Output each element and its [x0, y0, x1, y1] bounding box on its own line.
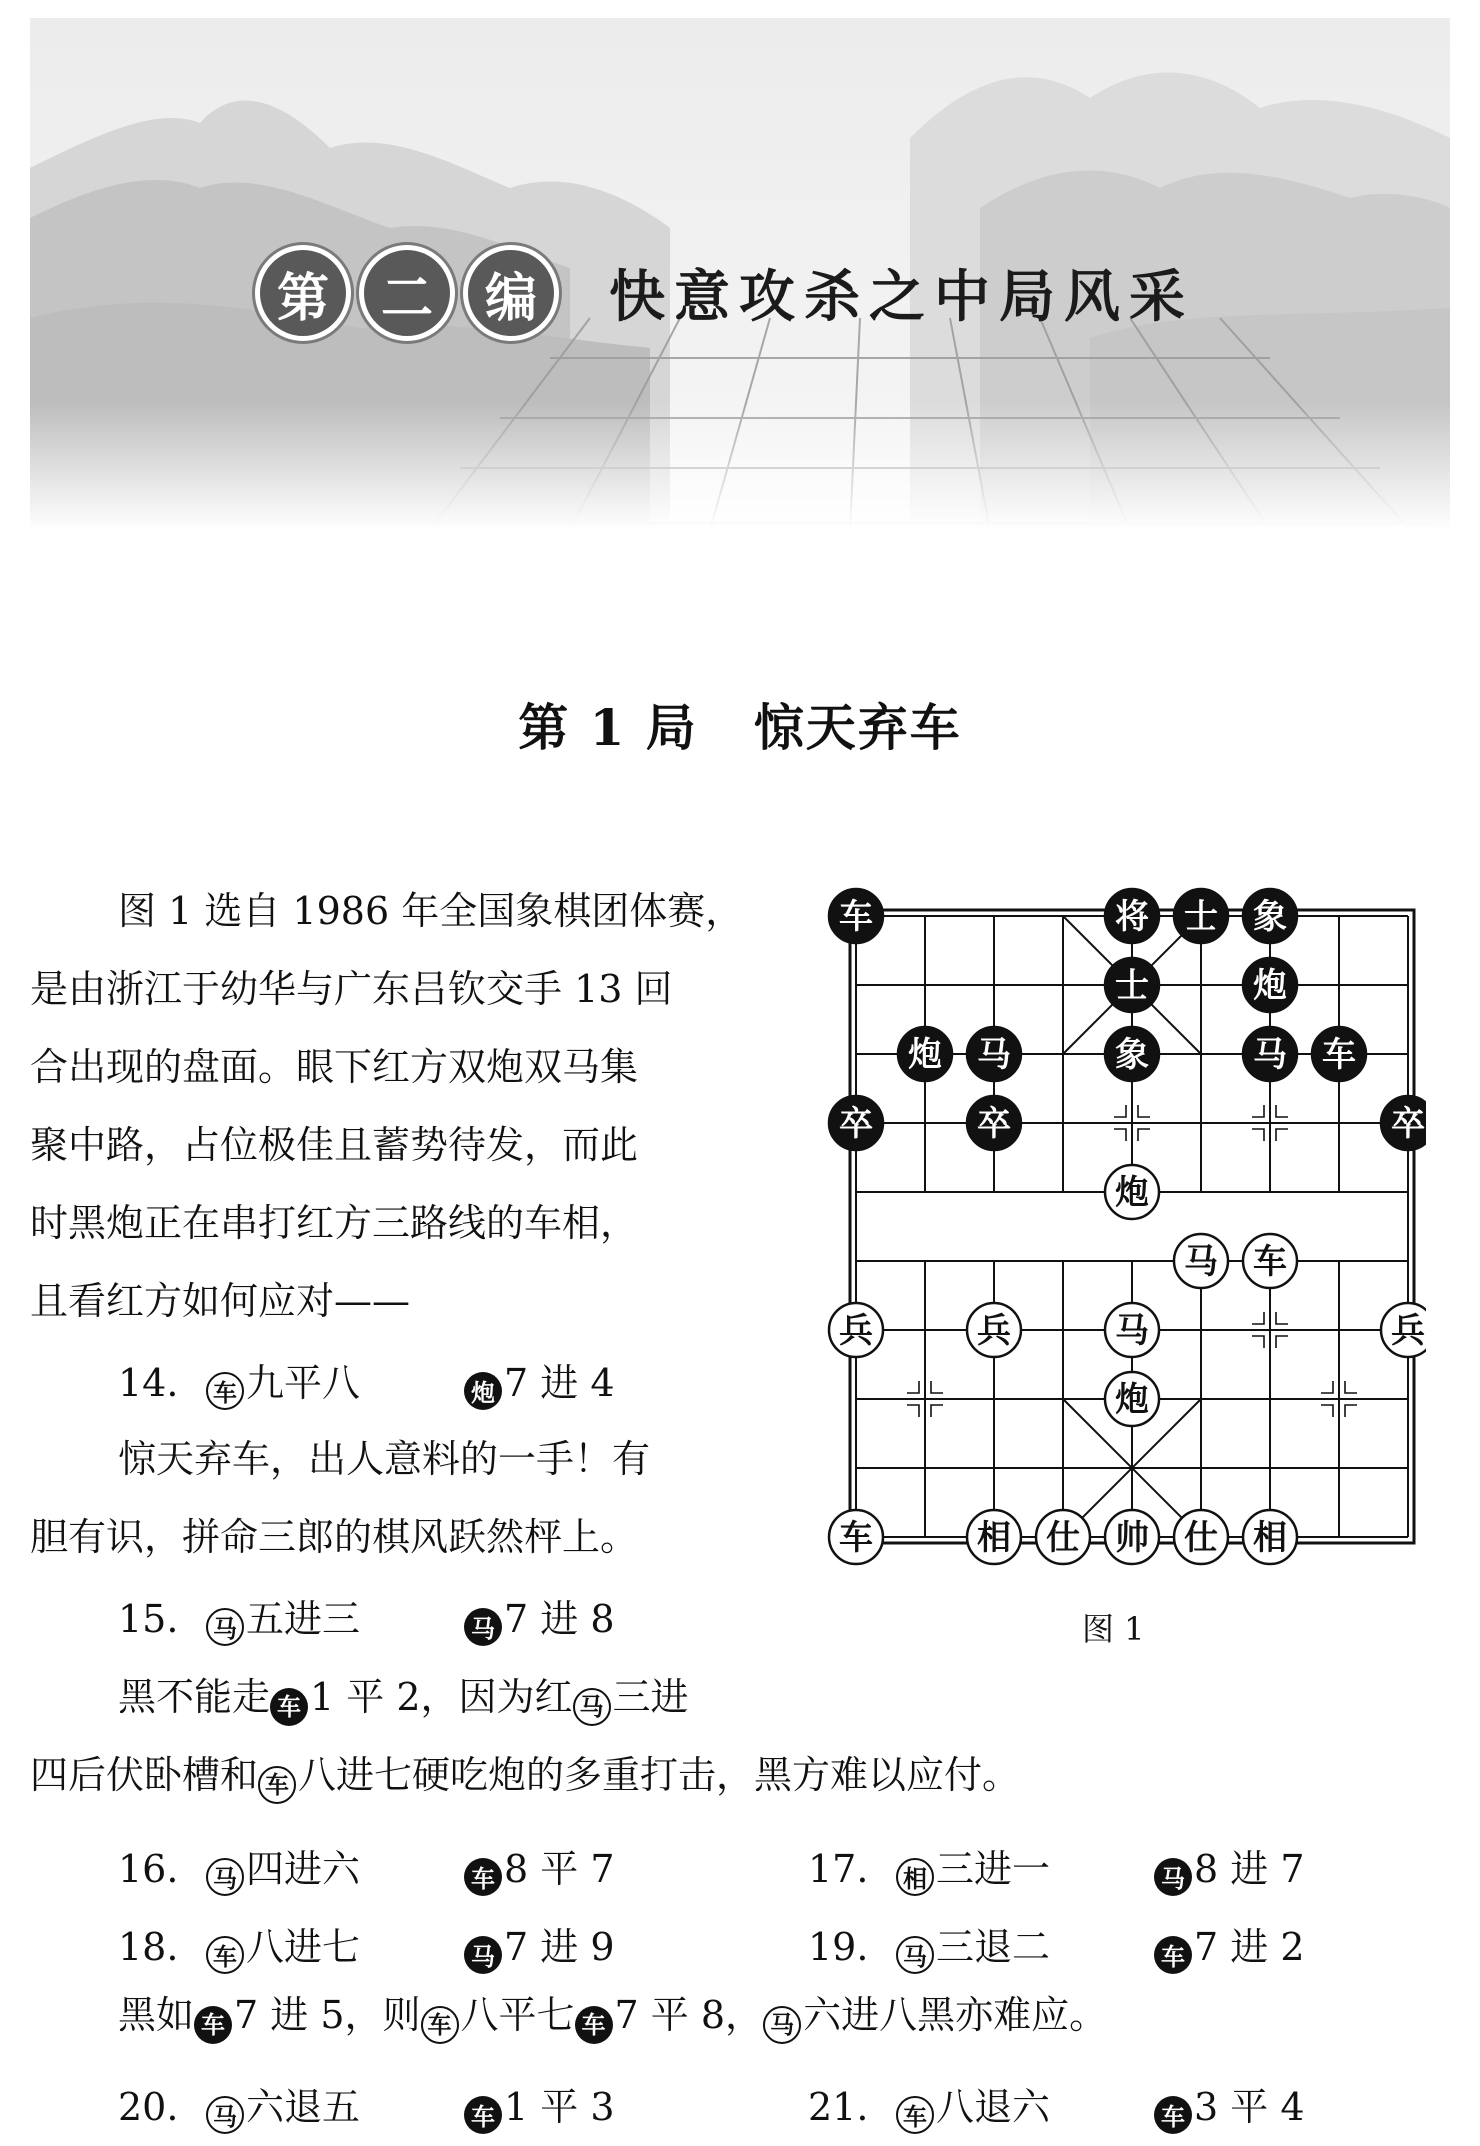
move-16 [118, 1838, 615, 1896]
comment-text: 六进八黑亦难应。 [803, 1993, 1108, 2037]
comment-text: 1 平 2，因为红 [310, 1675, 573, 1719]
red-piece-label: 炮 [1115, 1380, 1149, 1420]
black-piece-icon: 马 [464, 1936, 502, 1974]
black-piece-icon: 车 [1154, 2096, 1192, 2134]
red-piece-icon: 车 [206, 1936, 244, 1974]
figure-caption: 图 1 [1082, 1610, 1145, 1648]
comment-text: 7 进 5，则 [234, 1993, 421, 2037]
comment-text: 八平七 [460, 1993, 575, 2037]
black-piece-label: 车 [1322, 1035, 1356, 1075]
red-move: 三进一 [936, 1847, 1051, 1891]
comment-14 [30, 1420, 800, 1576]
position-marker [931, 1381, 943, 1393]
move-15 [118, 1588, 615, 1646]
red-piece-label: 车 [839, 1518, 873, 1558]
black-piece-label: 将 [1115, 897, 1149, 937]
black-piece-icon: 车 [464, 2096, 502, 2134]
intro-line: 且看红方如何应对—— [30, 1279, 411, 1323]
position-marker [1276, 1105, 1288, 1117]
move-number: 20. [118, 2085, 179, 2129]
red-piece-icon: 马 [573, 1688, 611, 1726]
intro-line: 时黑炮正在串打红方三路线的车相， [30, 1201, 639, 1245]
move-number: 19. [808, 1925, 869, 1969]
red-move: 四进六 [246, 1847, 361, 1891]
comment-line: 惊天弃车，出人意料的一手！有 [118, 1437, 651, 1481]
black-piece-icon: 车 [1154, 1936, 1192, 1974]
move-17 [808, 1838, 1305, 1896]
black-move: 7 进 9 [504, 1925, 615, 1969]
part-char-1: 第 [255, 245, 351, 341]
red-piece-label: 仕 [1046, 1518, 1080, 1558]
black-piece-label: 士 [1184, 897, 1218, 937]
part-title: 快意攻杀之中局风采 [609, 265, 1194, 330]
red-piece-icon: 马 [206, 1608, 244, 1646]
comment-text: 三进 [612, 1675, 689, 1719]
board-svg [826, 874, 1426, 1574]
position-marker [1138, 1129, 1150, 1141]
black-move: 1 平 3 [504, 2085, 615, 2129]
position-marker [1345, 1405, 1357, 1417]
black-piece-icon: 车 [575, 2006, 613, 2044]
black-piece-label: 马 [1253, 1035, 1287, 1075]
red-piece-icon: 车 [258, 1766, 296, 1804]
red-piece-label: 兵 [1391, 1311, 1425, 1351]
comment-text: 7 平 8， [614, 1993, 764, 2037]
intro-paragraph [30, 872, 790, 1340]
position-marker [1345, 1381, 1357, 1393]
red-piece-label: 炮 [1115, 1173, 1149, 1213]
position-marker [1114, 1105, 1126, 1117]
black-piece-label: 卒 [839, 1104, 873, 1144]
red-move: 五进三 [246, 1597, 361, 1641]
comment-text: 四后伏卧槽和 [30, 1753, 259, 1797]
position-marker [1276, 1312, 1288, 1324]
part-char-2: 二 [359, 245, 455, 341]
position-marker [931, 1405, 943, 1417]
position-marker [1252, 1312, 1264, 1324]
game-title [0, 688, 1480, 760]
red-piece-icon: 车 [206, 1372, 244, 1410]
position-marker [1276, 1336, 1288, 1348]
part-char-3: 编 [463, 245, 559, 341]
game-number: 第 1 局 [518, 698, 698, 757]
red-piece-icon: 马 [896, 1936, 934, 1974]
comment-text: 黑不能走 [118, 1675, 271, 1719]
red-piece-icon: 车 [896, 2096, 934, 2134]
black-piece-label: 车 [839, 897, 873, 937]
position-marker [907, 1381, 919, 1393]
position-marker [1252, 1105, 1264, 1117]
intro-line: 聚中路，占位极佳且蓄势待发，而此 [30, 1123, 639, 1167]
red-piece-icon: 马 [206, 1858, 244, 1896]
intro-line: 合出现的盘面。眼下红方双炮双马集 [30, 1045, 639, 1089]
position-marker [1138, 1105, 1150, 1117]
position-marker [907, 1405, 919, 1417]
move-number: 17. [808, 1847, 869, 1891]
comment-text: 八进七硬吃炮的多重打击，黑方难以应付。 [298, 1753, 1021, 1797]
red-move: 三退二 [936, 1925, 1051, 1969]
red-move: 九平八 [246, 1361, 361, 1405]
red-piece-label: 马 [1115, 1311, 1149, 1351]
black-piece-label: 卒 [1391, 1104, 1425, 1144]
game-name: 惊天弃车 [753, 698, 962, 757]
black-piece-label: 马 [977, 1035, 1011, 1075]
black-move: 7 进 8 [504, 1597, 615, 1641]
move-20 [118, 2076, 615, 2134]
comment-15 [30, 1658, 1450, 1814]
black-move: 8 平 7 [504, 1847, 615, 1891]
black-piece-icon: 车 [194, 2006, 232, 2044]
red-piece-label: 相 [977, 1518, 1011, 1558]
move-14 [118, 1352, 615, 1410]
position-marker [1252, 1129, 1264, 1141]
position-marker [1114, 1129, 1126, 1141]
comment-19 [118, 1976, 1107, 2054]
red-piece-icon: 车 [421, 2006, 459, 2044]
black-piece-label: 象 [1253, 897, 1287, 937]
move-number: 16. [118, 1847, 179, 1891]
black-move: 8 进 7 [1194, 1847, 1305, 1891]
red-piece-label: 相 [1253, 1518, 1287, 1558]
move-18 [118, 1916, 615, 1974]
red-piece-label: 兵 [839, 1311, 873, 1351]
black-piece-icon: 车 [270, 1688, 308, 1726]
red-piece-icon: 马 [206, 2096, 244, 2134]
black-move: 7 进 4 [504, 1361, 615, 1405]
position-marker [1252, 1336, 1264, 1348]
black-move: 7 进 2 [1194, 1925, 1305, 1969]
red-piece-label: 车 [1253, 1242, 1287, 1282]
red-piece-icon: 马 [763, 2006, 801, 2044]
intro-line: 是由浙江于幼华与广东吕钦交手 13 回 [30, 967, 673, 1011]
black-piece-label: 士 [1115, 966, 1149, 1006]
comment-line [30, 1736, 1450, 1814]
comment-line: 胆有识，拼命三郎的棋风跃然枰上。 [30, 1515, 639, 1559]
black-piece-label: 卒 [977, 1104, 1011, 1144]
move-19 [808, 1916, 1305, 1974]
red-piece-label: 仕 [1184, 1518, 1218, 1558]
comment-line [30, 1658, 1450, 1736]
move-21 [808, 2076, 1305, 2134]
intro-line: 图 1 选自 1986 年全国象棋团体赛， [118, 889, 744, 933]
move-number: 21. [808, 2085, 869, 2129]
black-piece-icon: 马 [1154, 1858, 1192, 1896]
red-piece-label: 兵 [977, 1311, 1011, 1351]
black-piece-label: 象 [1115, 1035, 1149, 1075]
black-piece-label: 炮 [908, 1035, 942, 1075]
black-piece-label: 炮 [1253, 966, 1287, 1006]
black-piece-icon: 车 [464, 1858, 502, 1896]
position-marker [1321, 1405, 1333, 1417]
red-move: 六退五 [246, 2085, 361, 2129]
black-move: 3 平 4 [1194, 2085, 1305, 2129]
move-number: 15. [118, 1597, 179, 1641]
move-number: 14. [118, 1361, 179, 1405]
red-piece-icon: 相 [896, 1858, 934, 1896]
move-number: 18. [118, 1925, 179, 1969]
black-piece-icon: 炮 [464, 1372, 502, 1410]
part-heading [255, 245, 1194, 341]
black-piece-icon: 马 [464, 1608, 502, 1646]
red-move: 八退六 [936, 2085, 1051, 2129]
position-marker [1276, 1129, 1288, 1141]
xiangqi-board-diagram [826, 874, 1426, 1578]
comment-text: 黑如 [118, 1993, 195, 2037]
red-piece-label: 马 [1184, 1242, 1218, 1282]
red-move: 八进七 [246, 1925, 361, 1969]
position-marker [1321, 1381, 1333, 1393]
red-piece-label: 帅 [1115, 1518, 1149, 1558]
